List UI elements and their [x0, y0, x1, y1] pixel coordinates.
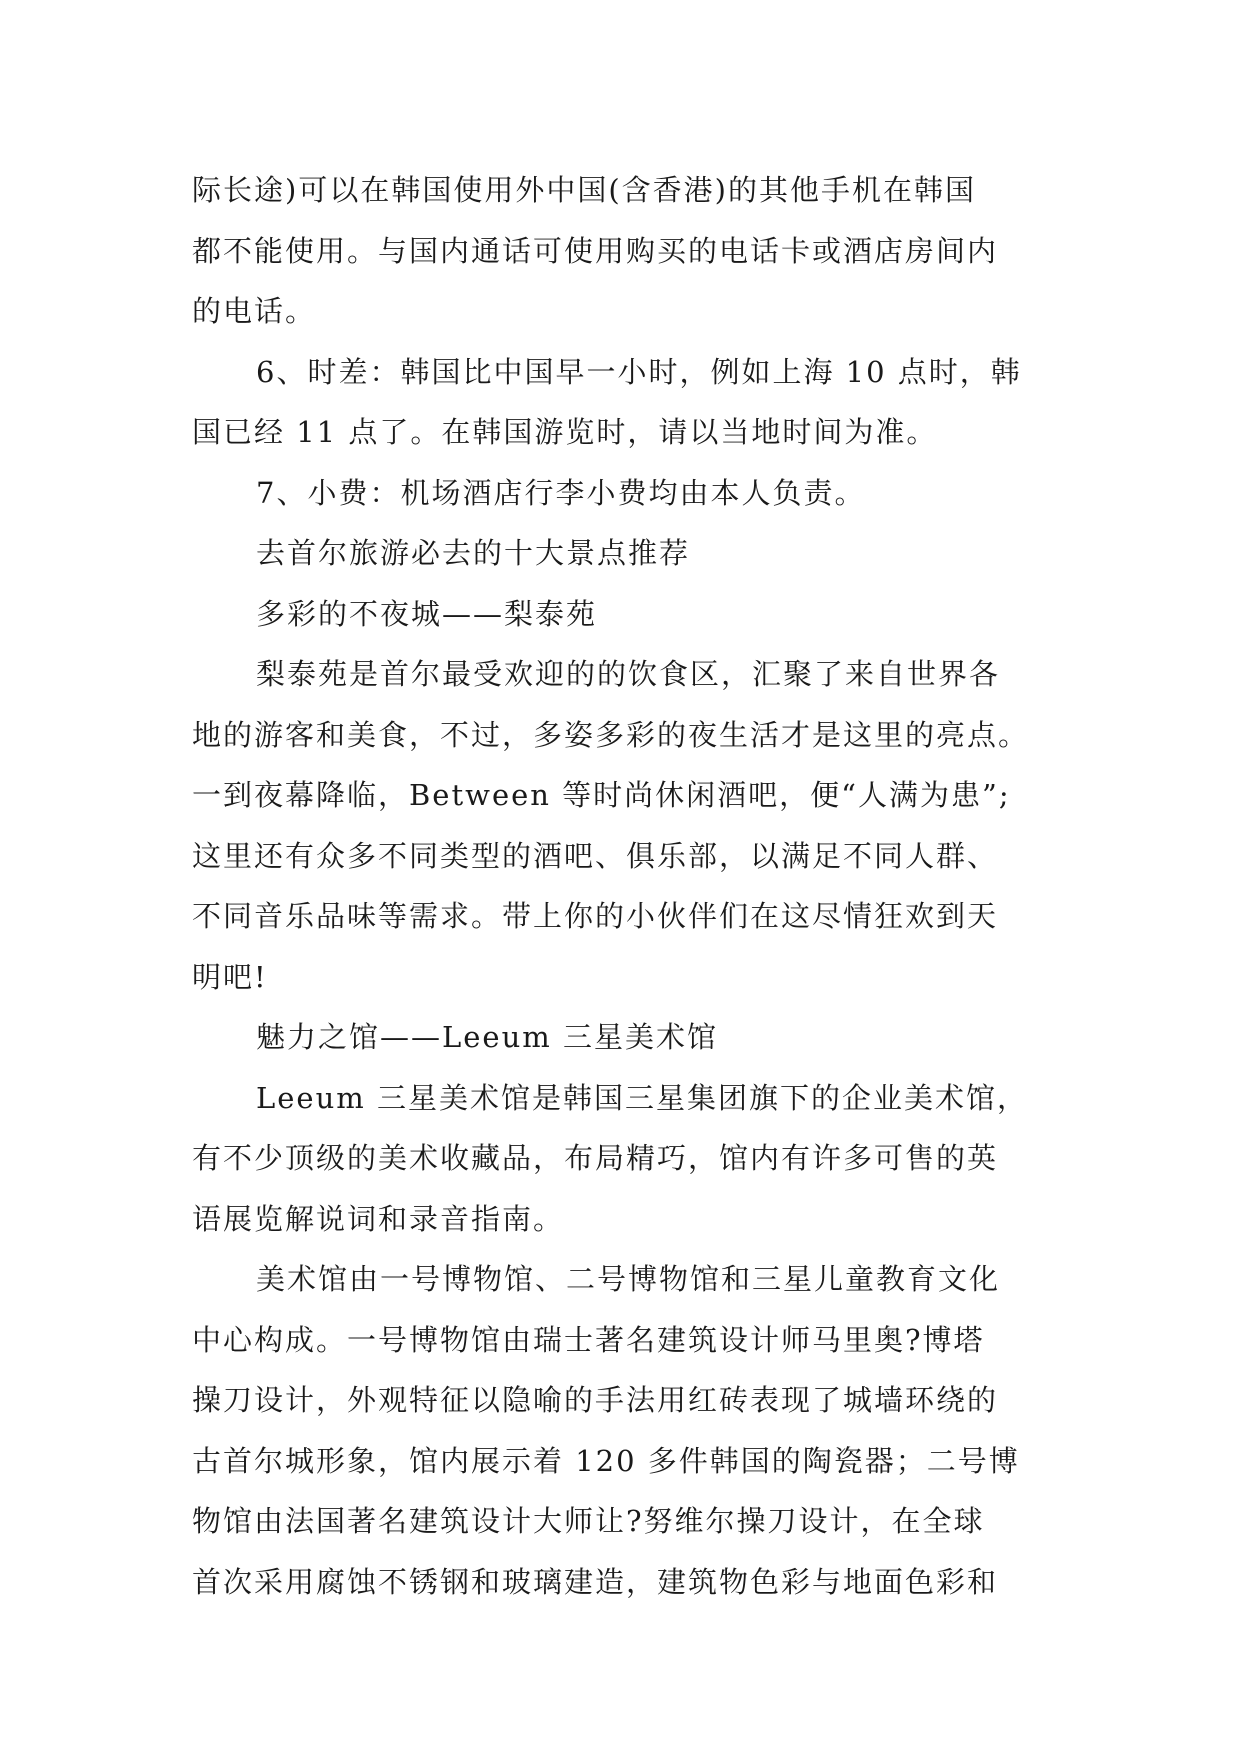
- text-line: 一到夜幕降临，Between 等时尚休闲酒吧，便“人满为患”;: [192, 778, 1011, 812]
- text-line: 的电话。: [192, 294, 317, 328]
- text-line: 有不少顶级的美术收藏品，布局精巧，馆内有许多可售的英: [192, 1141, 999, 1175]
- text-line: Leeum 三星美术馆是韩国三星集团旗下的企业美术馆，: [256, 1080, 1028, 1115]
- text-line: 语展览解说词和录音指南。: [192, 1201, 565, 1236]
- text-line: 明吧!: [192, 959, 268, 994]
- text-line: 物馆由法国著名建筑设计大师让?努维尔操刀设计，在全球: [192, 1504, 985, 1538]
- text-line: 梨泰苑是首尔最受欢迎的的饮食区，汇聚了来自世界各: [256, 657, 1001, 691]
- text-line: 魅力之馆——Leeum 三星美术馆: [256, 1020, 718, 1054]
- text-line: 地的游客和美食，不过，多姿多彩的夜生活才是这里的亮点。: [192, 717, 1030, 752]
- document-body: [192, 160, 1062, 1612]
- text-line: 去首尔旅游必去的十大景点推荐: [256, 536, 691, 570]
- text-line: 6、时差：韩国比中国早一小时，例如上海 10 点时，韩: [256, 354, 1022, 389]
- text-line: 首次采用腐蚀不锈钢和玻璃建造，建筑物色彩与地面色彩和: [192, 1564, 999, 1599]
- text-line: 操刀设计，外观特征以隐喻的手法用红砖表现了城墙环绕的: [192, 1383, 999, 1417]
- text-line: 都不能使用。与国内通话可使用购买的电话卡或酒店房间内: [192, 233, 999, 268]
- text-line: 国已经 11 点了。在韩国游览时，请以当地时间为准。: [192, 415, 938, 449]
- text-line: 际长途)可以在韩国使用外中国(含香港)的其他手机在韩国: [192, 173, 976, 207]
- text-line: 美术馆由一号博物馆、二号博物馆和三星儿童教育文化: [256, 1262, 1001, 1296]
- text-line: 多彩的不夜城——梨泰苑: [256, 596, 598, 631]
- text-line: 古首尔城形象，馆内展示着 120 多件韩国的陶瓷器；二号博: [192, 1443, 1020, 1478]
- text-line: 7、小费：机场酒店行李小费均由本人负责。: [256, 475, 866, 510]
- text-line: 这里还有众多不同类型的酒吧、俱乐部，以满足不同人群、: [192, 838, 999, 873]
- text-line: 中心构成。一号博物馆由瑞士著名建筑设计师马里奥?博塔: [192, 1322, 985, 1357]
- text-line: 不同音乐品味等需求。带上你的小伙伴们在这尽情狂欢到天: [192, 899, 999, 933]
